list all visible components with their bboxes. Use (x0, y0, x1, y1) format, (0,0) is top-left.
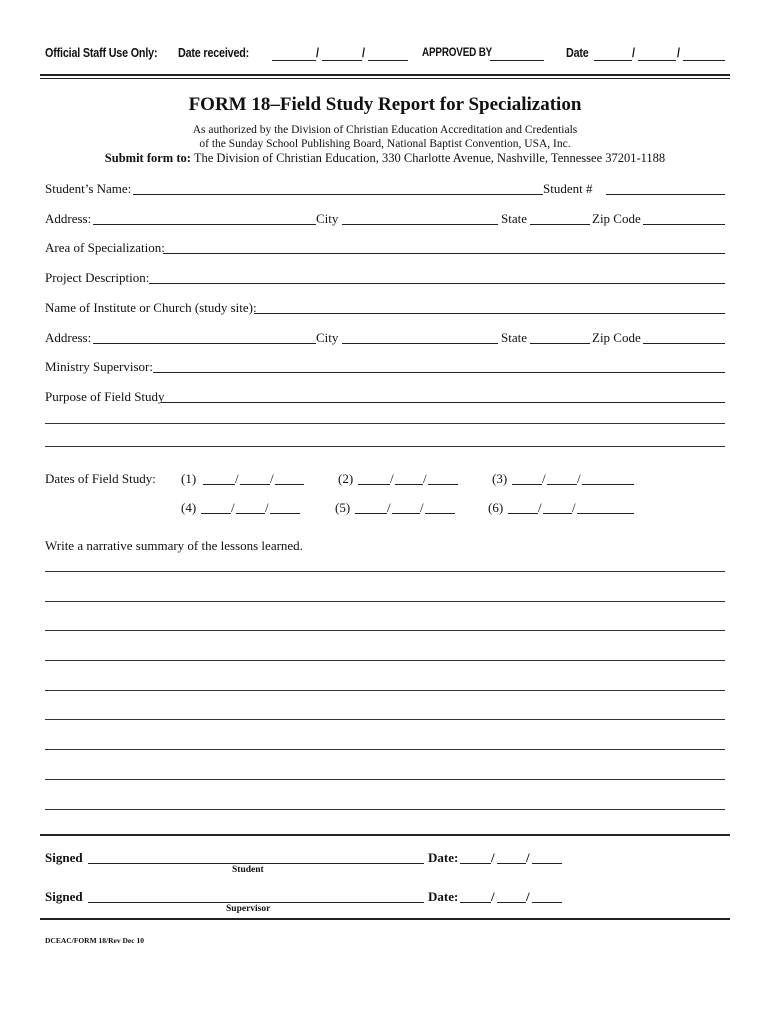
date-slash: / (390, 471, 394, 486)
date-slash: / (677, 46, 680, 60)
supervisor-signature-field[interactable] (88, 902, 424, 903)
date-received-label: Date received: (178, 46, 250, 60)
submit-address: The Division of Christian Education, 330 Charlotte Avenue, Nashville, Tennessee 37201-1188 (193, 151, 666, 165)
date-1-year-field[interactable] (275, 484, 304, 485)
date-4-month-field[interactable] (201, 513, 231, 514)
student-date-month-field[interactable] (460, 863, 491, 864)
date-number-3: (3) (492, 471, 508, 486)
date-6-year-field[interactable] (577, 513, 634, 514)
approved-by-field[interactable] (490, 60, 544, 61)
student-caption: Student (232, 865, 264, 875)
student-date-label: Date: (428, 850, 459, 865)
narrative-line-8[interactable] (45, 779, 725, 780)
date-number-2: (2) (338, 471, 354, 486)
submit-label: Submit form to: (104, 151, 191, 165)
date-3-year-field[interactable] (582, 484, 634, 485)
address-field[interactable] (93, 224, 316, 225)
supervisor-date-month-field[interactable] (460, 902, 491, 903)
date-slash: / (526, 889, 530, 904)
institute-field[interactable] (254, 313, 725, 314)
student-signature-field[interactable] (88, 863, 424, 864)
address-label: Address: (45, 211, 92, 226)
date-slash: / (423, 471, 427, 486)
form-title: FORM 18–Field Study Report for Specialization (188, 94, 582, 115)
date-slash: / (491, 850, 495, 865)
student-number-label: Student # (543, 181, 593, 196)
staff-date-year-field[interactable] (683, 60, 725, 61)
site-city-label: City (316, 330, 339, 345)
date-6-day-field[interactable] (543, 513, 572, 514)
supervisor-date-day-field[interactable] (497, 902, 526, 903)
submit-line (0, 151, 770, 166)
date-slash: / (420, 500, 424, 515)
supervisor-caption: Supervisor (226, 904, 271, 914)
purpose-label: Purpose of Field Study (45, 389, 165, 404)
city-label: City (316, 211, 339, 226)
date-number-1: (1) (181, 471, 197, 486)
city-field[interactable] (342, 224, 498, 225)
date-slash: / (362, 46, 365, 60)
date-slash: / (632, 46, 635, 60)
student-date-day-field[interactable] (497, 863, 526, 864)
site-zip-field[interactable] (643, 343, 725, 344)
date-1-month-field[interactable] (203, 484, 235, 485)
date-slash: / (572, 500, 576, 515)
date-slash: / (270, 471, 274, 486)
date-3-day-field[interactable] (547, 484, 577, 485)
narrative-line-3[interactable] (45, 630, 725, 631)
date-slash: / (265, 500, 269, 515)
authorization-line-2: of the Sunday School Publishing Board, National Baptist Convention, USA, Inc. (199, 138, 571, 150)
form-code: DCEAC/FORM 18/Rev Dec 10 (45, 936, 144, 945)
supervisor-date-label: Date: (428, 889, 459, 904)
date-received-year-field[interactable] (368, 60, 408, 61)
area-label: Area of Specialization: (45, 240, 165, 255)
supervisor-field[interactable] (153, 372, 725, 373)
state-label: State (501, 211, 527, 226)
date-3-month-field[interactable] (512, 484, 542, 485)
footer-rule (40, 918, 730, 920)
narrative-line-6[interactable] (45, 719, 725, 720)
zip-field[interactable] (643, 224, 725, 225)
date-slash: / (542, 471, 546, 486)
date-2-year-field[interactable] (428, 484, 458, 485)
signed-student-label: Signed (45, 850, 83, 865)
narrative-label: Write a narrative summary of the lessons learned. (45, 538, 303, 553)
date-number-6: (6) (488, 500, 504, 515)
signature-rule (40, 834, 730, 836)
narrative-line-9[interactable] (45, 809, 725, 810)
purpose-field-line-3[interactable] (45, 446, 725, 447)
purpose-field-line-2[interactable] (45, 423, 725, 424)
supervisor-date-year-field[interactable] (532, 902, 562, 903)
date-2-day-field[interactable] (395, 484, 423, 485)
date-4-day-field[interactable] (236, 513, 265, 514)
project-label: Project Description: (45, 270, 150, 285)
student-date-year-field[interactable] (532, 863, 562, 864)
date-slash: / (538, 500, 542, 515)
authorization-line-1: As authorized by the Division of Christian Education Accreditation and Credentials (192, 124, 578, 136)
institute-label: Name of Institute or Church (study site): (45, 300, 257, 315)
staff-date-day-field[interactable] (638, 60, 676, 61)
date-6-month-field[interactable] (508, 513, 538, 514)
narrative-line-1[interactable] (45, 571, 725, 572)
narrative-line-4[interactable] (45, 660, 725, 661)
date-slash: / (491, 889, 495, 904)
student-name-label: Student’s Name: (45, 181, 132, 196)
student-name-field[interactable] (133, 194, 543, 195)
narrative-line-7[interactable] (45, 749, 725, 750)
date-5-day-field[interactable] (392, 513, 420, 514)
date-slash: / (387, 500, 391, 515)
site-address-field[interactable] (93, 343, 316, 344)
date-slash: / (526, 850, 530, 865)
supervisor-label: Ministry Supervisor: (45, 359, 153, 374)
date-slash: / (577, 471, 581, 486)
header-rule (40, 74, 730, 76)
date-slash: / (316, 46, 319, 60)
date-5-year-field[interactable] (425, 513, 455, 514)
date-received-day-field[interactable] (322, 60, 362, 61)
dates-label: Dates of Field Study: (45, 471, 156, 486)
signed-supervisor-label: Signed (45, 889, 83, 904)
purpose-field-line-1[interactable] (161, 402, 725, 403)
date-5-month-field[interactable] (355, 513, 387, 514)
date-slash: / (231, 500, 235, 515)
project-field[interactable] (149, 283, 725, 284)
narrative-line-5[interactable] (45, 690, 725, 691)
date-4-year-field[interactable] (270, 513, 300, 514)
site-state-label: State (501, 330, 527, 345)
approved-by-label: APPROVED BY (422, 47, 493, 59)
student-number-field[interactable] (606, 194, 725, 195)
date-2-month-field[interactable] (358, 484, 390, 485)
staff-date-month-field[interactable] (594, 60, 632, 61)
date-received-month-field[interactable] (272, 60, 316, 61)
zip-label: Zip Code (592, 211, 641, 226)
site-state-field[interactable] (530, 343, 590, 344)
date-slash: / (235, 471, 239, 486)
date-number-5: (5) (335, 500, 351, 515)
header-rule (40, 78, 730, 79)
area-field[interactable] (163, 253, 725, 254)
state-field[interactable] (530, 224, 590, 225)
site-zip-label: Zip Code (592, 330, 641, 345)
date-number-4: (4) (181, 500, 197, 515)
staff-date-label: Date (566, 46, 589, 60)
staff-use-label: Official Staff Use Only: (45, 46, 158, 60)
date-1-day-field[interactable] (240, 484, 270, 485)
site-city-field[interactable] (342, 343, 498, 344)
narrative-line-2[interactable] (45, 601, 725, 602)
site-address-label: Address: (45, 330, 92, 345)
